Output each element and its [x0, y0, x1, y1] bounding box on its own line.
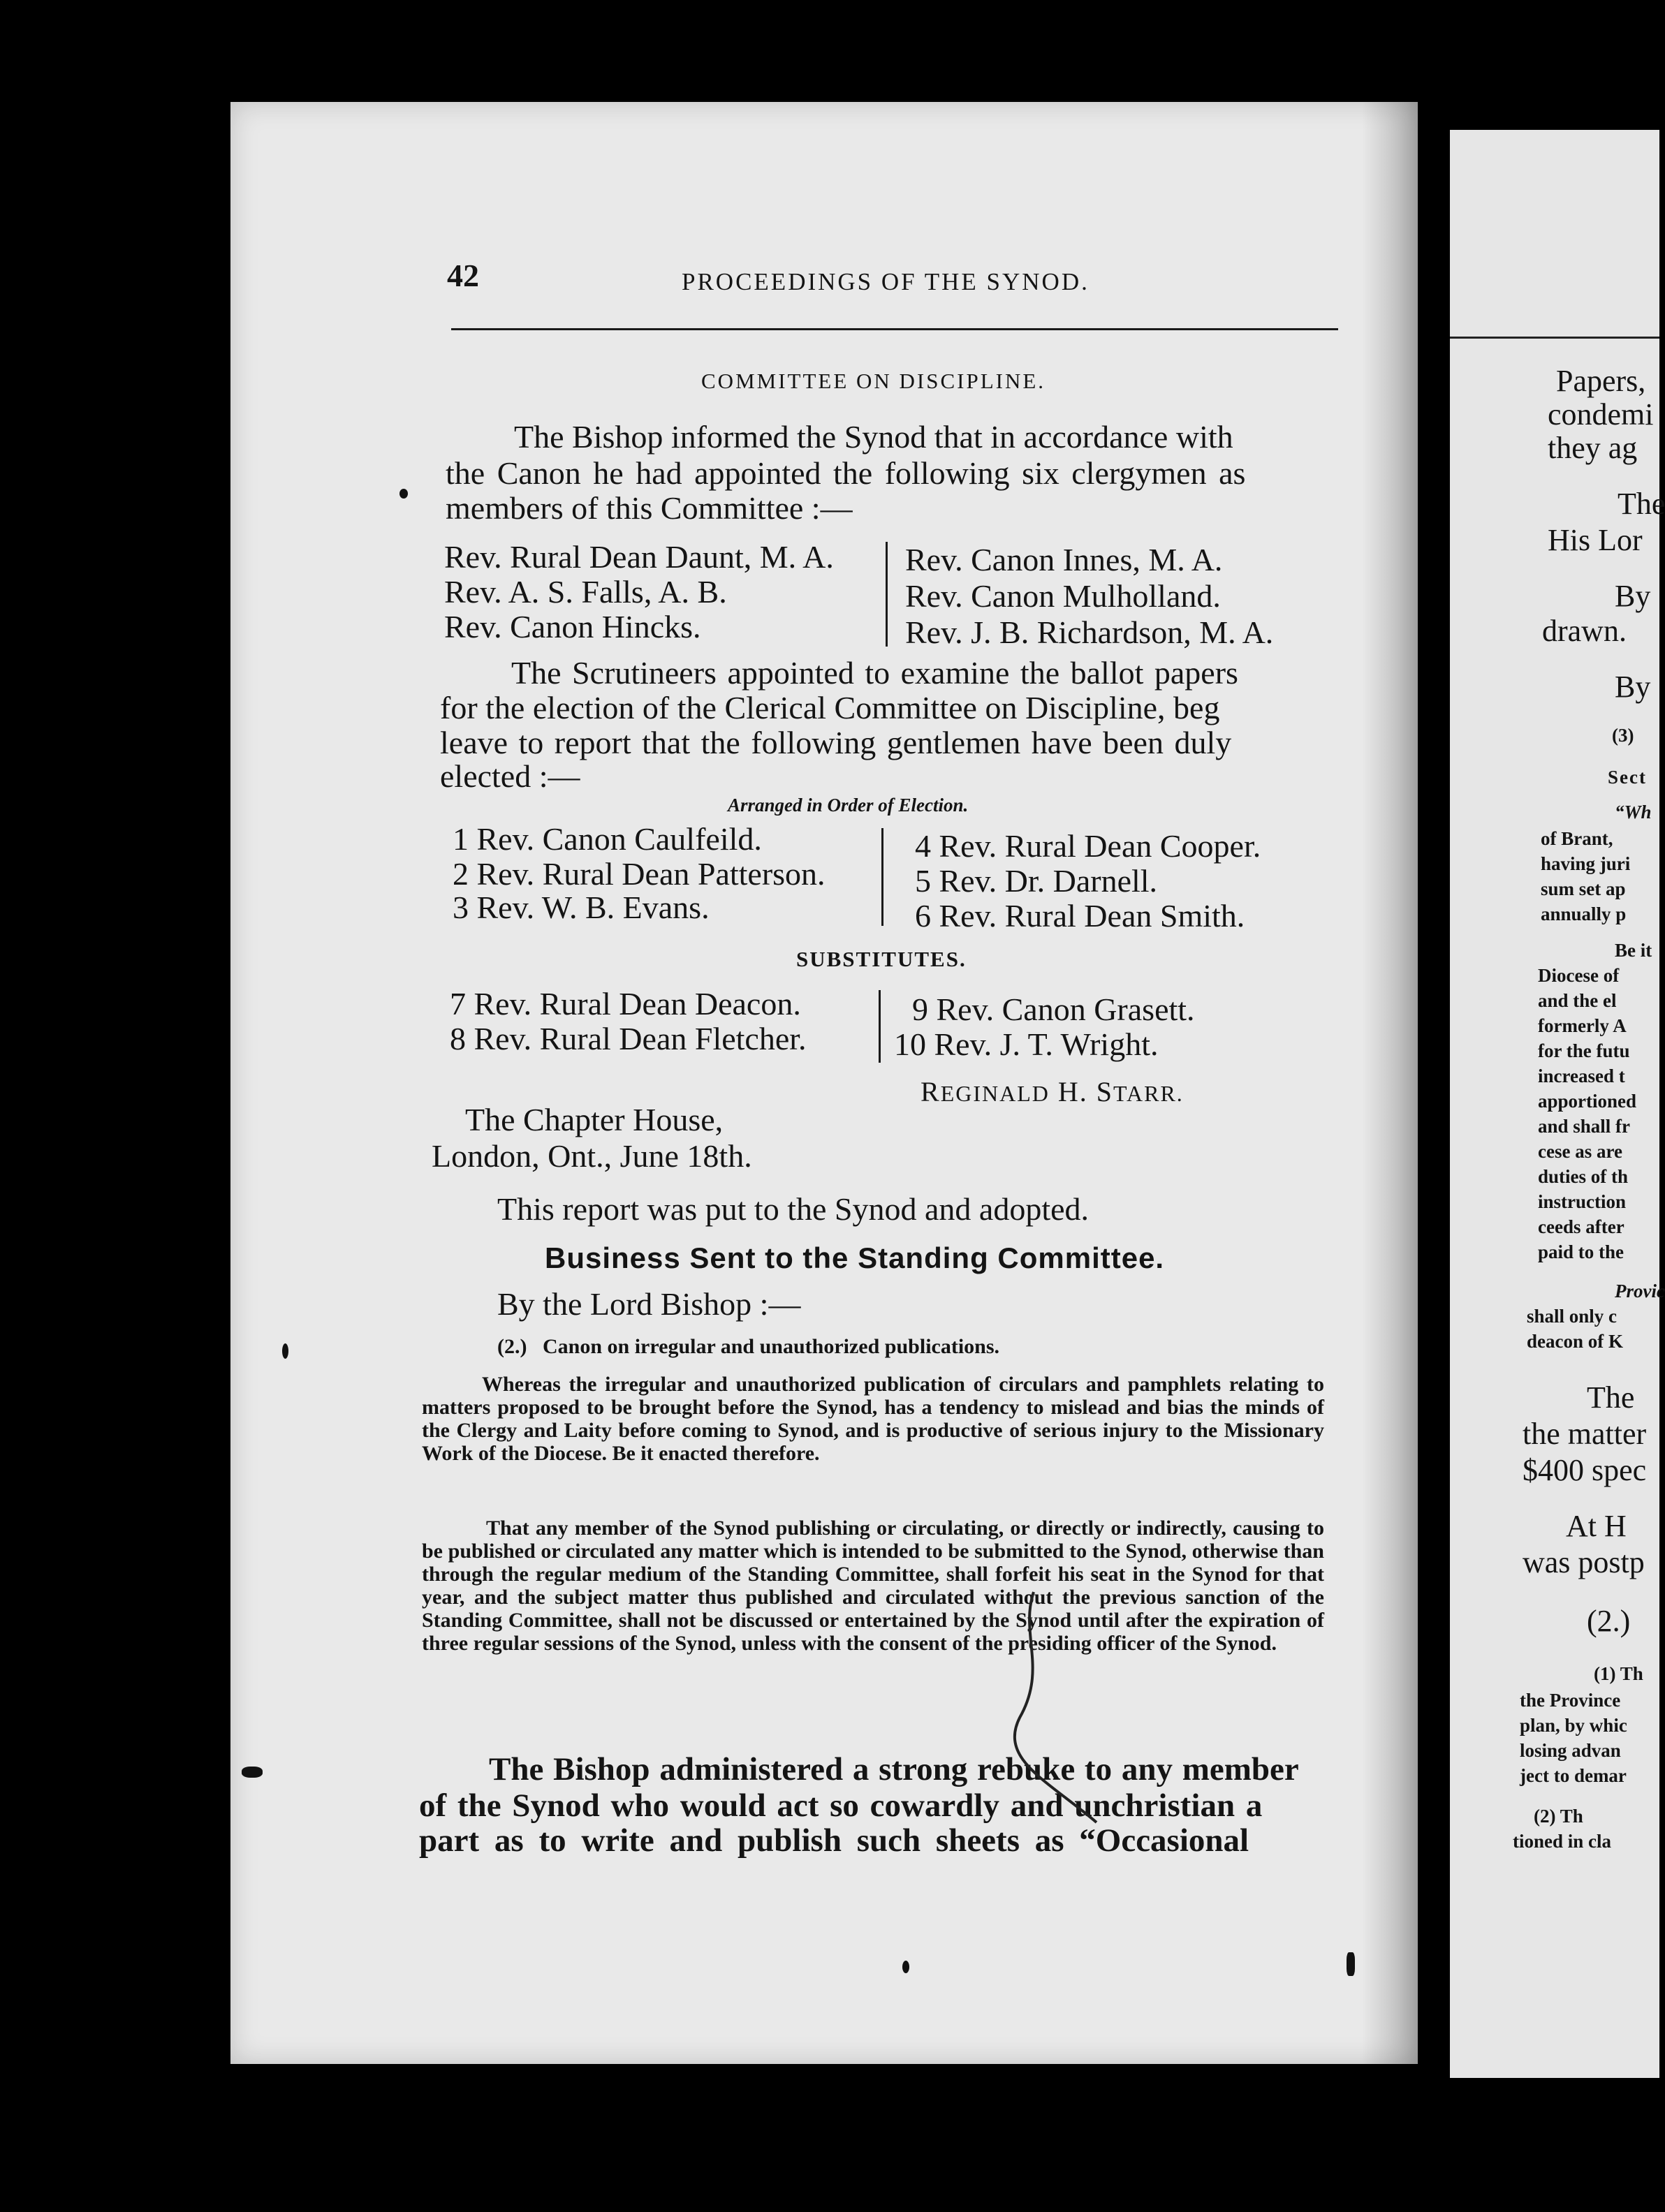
closing-line: of the Synod who would act so cowardly and unchristian a	[419, 1787, 1263, 1824]
scrutineers-line: leave to report that the following gentlemen have been duly	[440, 725, 1232, 760]
closing-line: part as to write and publish such sheets as “Occasional	[419, 1822, 1249, 1859]
adjacent-text: ceeds after	[1538, 1216, 1624, 1237]
intro-line: members of this Committee :—	[446, 490, 853, 526]
substitute-member: 10 Rev. J. T. Wright.	[894, 1026, 1159, 1062]
adjacent-text: shall only c	[1527, 1306, 1618, 1327]
closing-line: The Bishop administered a strong rebuke to any member	[489, 1751, 1299, 1787]
elected-member: 2 Rev. Rural Dean Patterson.	[453, 856, 826, 892]
adoption-line: This report was put to the Synod and adopted.	[497, 1191, 1090, 1227]
appointed-member: Rev. Canon Mulholland.	[905, 578, 1221, 614]
adjacent-text: At H	[1566, 1509, 1627, 1543]
adjacent-text: (2) Th	[1534, 1806, 1583, 1827]
column-divider	[879, 990, 881, 1063]
adjacent-text: Be it	[1615, 940, 1652, 961]
adjacent-text: losing advan	[1520, 1740, 1621, 1761]
adjacent-text: Provic	[1615, 1281, 1665, 1302]
adjacent-text: Sect	[1608, 767, 1647, 788]
pen-scribble	[992, 1592, 1131, 1829]
place-line: The Chapter House,	[465, 1102, 724, 1137]
elected-member: 6 Rev. Rural Dean Smith.	[915, 898, 1245, 934]
adjacent-text: the matter	[1523, 1417, 1647, 1451]
adjacent-text: sum set ap	[1541, 878, 1626, 899]
ink-speck	[902, 1961, 909, 1973]
adjacent-text: Papers,	[1556, 364, 1646, 398]
adjacent-text: “Wh	[1615, 802, 1652, 823]
column-divider	[881, 828, 883, 926]
substitute-member: 9 Rev. Canon Grasett.	[912, 991, 1195, 1027]
column-divider	[886, 542, 888, 647]
scrutineers-line: elected :—	[440, 758, 580, 794]
appointed-member: Rev. J. B. Richardson, M. A.	[905, 614, 1274, 650]
adjacent-text: (3)	[1612, 725, 1634, 746]
appointed-member: Rev. Canon Innes, M. A.	[905, 542, 1223, 577]
adjacent-header-rule	[1450, 337, 1659, 339]
scrutineers-line: The Scrutineers appointed to examine the ballot papers	[511, 655, 1238, 691]
substitute-member: 8 Rev. Rural Dean Fletcher.	[450, 1021, 807, 1056]
ink-speck	[282, 1343, 288, 1359]
place-line: London, Ont., June 18th.	[432, 1138, 752, 1174]
elected-member: 3 Rev. W. B. Evans.	[453, 890, 710, 925]
adjacent-text: The	[1618, 487, 1665, 521]
appointed-member: Rev. A. S. Falls, A. B.	[444, 574, 727, 610]
adjacent-text: (2.)	[1587, 1604, 1631, 1638]
adjacent-text: formerly A	[1538, 1015, 1627, 1036]
substitute-member: 7 Rev. Rural Dean Deacon.	[450, 986, 801, 1022]
enactment-paragraph: That any member of the Synod publishing or circulating, or directly or indirectly, causing to be published or circulated any matter which is intended to be submitted to the Synod, otherwise than through the regular medium of the Standing Committee, shall forfeit his seat in the Synod for that year, and the subject matter thus published and circulated without the previous sanction of the Standing Committee, shall not be discussed or entertained by the Synod until after the expiration of three regular sessions of the Synod, unless with the consent of the presiding officer of the Synod.	[422, 1517, 1324, 1655]
page-number: 42	[447, 258, 479, 293]
adjacent-text: and the el	[1538, 990, 1617, 1011]
header-rule	[451, 328, 1338, 330]
elected-member: 5 Rev. Dr. Darnell.	[915, 863, 1158, 899]
appointed-member: Rev. Rural Dean Daunt, M. A.	[444, 539, 834, 575]
adjacent-text: the Province	[1520, 1690, 1621, 1711]
adjacent-text: for the futu	[1538, 1040, 1630, 1061]
canon-title: (2.) Canon on irregular and unauthorized publications.	[497, 1335, 1000, 1358]
adjacent-text: cese as are	[1538, 1141, 1622, 1162]
adjacent-text: increased t	[1538, 1066, 1625, 1086]
page-gutter-shadow	[1362, 102, 1418, 2064]
elected-member: 1 Rev. Canon Caulfeild.	[453, 821, 762, 857]
scrutineers-line: for the election of the Clerical Committee on Discipline, beg	[440, 690, 1220, 725]
adjacent-text: By	[1615, 670, 1651, 704]
adjacent-page	[1450, 130, 1665, 2078]
adjacent-text: ject to demar	[1520, 1765, 1627, 1786]
adjacent-text: condemi	[1548, 397, 1654, 432]
whereas-paragraph: Whereas the irregular and unauthorized publication of circulars and pamphlets relating to matters proposed to be brought before the Synod, has a tendency to mislead and bias the minds of the Clergy and Laity before coming to Synod, and is productive of serious injury to the Missionary Work of the Diocese. Be it enacted therefore.	[422, 1373, 1324, 1465]
by-line: By the Lord Bishop :—	[497, 1286, 801, 1322]
adjacent-text: apportioned	[1538, 1091, 1637, 1112]
adjacent-text: instruction	[1538, 1191, 1627, 1212]
substitutes-heading: SUBSTITUTES.	[796, 947, 967, 971]
business-heading: Business Sent to the Standing Committee.	[545, 1241, 1165, 1274]
section-title-committee: COMMITTEE ON DISCIPLINE.	[701, 369, 1046, 393]
adjacent-text: Diocese of	[1538, 965, 1620, 986]
adjacent-text: annually p	[1541, 904, 1627, 924]
adjacent-text: was postp	[1523, 1545, 1645, 1579]
adjacent-text: plan, by whic	[1520, 1715, 1627, 1736]
running-title: PROCEEDINGS OF THE SYNOD.	[682, 268, 1090, 295]
adjacent-text: tioned in cla	[1513, 1831, 1612, 1852]
adjacent-text: paid to the	[1538, 1241, 1624, 1262]
adjacent-text: drawn.	[1542, 614, 1627, 648]
appointed-member: Rev. Canon Hincks.	[444, 609, 701, 644]
adjacent-text: $400 spec	[1523, 1453, 1647, 1487]
elected-member: 4 Rev. Rural Dean Cooper.	[915, 828, 1261, 864]
ink-speck	[242, 1767, 263, 1778]
adjacent-text: they ag	[1548, 431, 1638, 465]
adjacent-text: duties of th	[1538, 1166, 1629, 1187]
election-order-note: Arranged in Order of Election.	[728, 795, 969, 816]
adjacent-text: His Lor	[1548, 523, 1643, 557]
adjacent-text: having juri	[1541, 853, 1631, 874]
adjacent-text: deacon of K	[1527, 1331, 1623, 1352]
adjacent-text: By	[1615, 579, 1651, 613]
ink-speck	[1347, 1952, 1355, 1976]
adjacent-text: of Brant,	[1541, 828, 1613, 849]
adjacent-text: (1) Th	[1594, 1663, 1643, 1684]
intro-line: The Bishop informed the Synod that in accordance with	[514, 419, 1233, 455]
intro-line: the Canon he had appointed the following six clergymen as	[446, 455, 1246, 491]
signature: REGINALD H. STARR.	[920, 1076, 1184, 1107]
ink-speck	[399, 489, 408, 499]
adjacent-text: and shall fr	[1538, 1116, 1631, 1137]
adjacent-text: The	[1587, 1380, 1635, 1415]
